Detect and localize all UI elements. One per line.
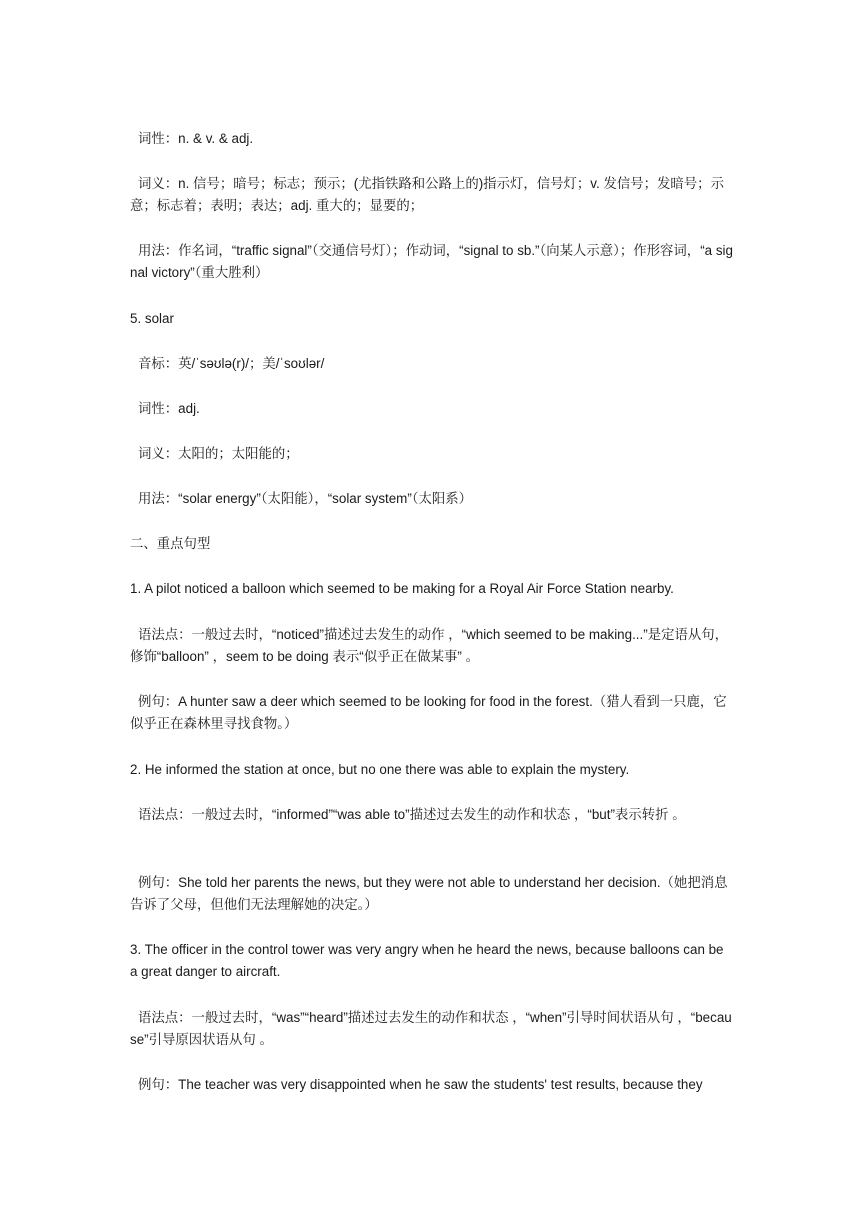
example-3: 例句：The teacher was very disappointed when he saw the students' test results, because they <box>138 1077 703 1092</box>
meaning-solar: 词义：太阳的；太阳能的； <box>138 446 299 461</box>
word-heading-solar: 5. solar <box>130 311 174 326</box>
usage-signal: 用法：作名词，“traffic signal”（交通信号灯）；作动词，“signal to sb.”（向某人示意）；作形容词，“a signal victory”（重大胜利） <box>130 243 733 280</box>
part-of-speech-signal: 词性：n. & v. & adj. <box>138 131 254 146</box>
sentence-2: 2. He informed the station at once, but no one there was able to explain the mystery. <box>130 762 630 777</box>
sentence-1: 1. A pilot noticed a balloon which seemed to be making for a Royal Air Force Station nearby. <box>130 581 674 596</box>
example-2: 例句：She told her parents the news, but they were not able to understand her decision.（她把消息告诉了父母，但他们无法理解她的决定。） <box>130 875 728 912</box>
phonetic-solar: 音标：英/ˈsəʊlə(r)/；美/ˈsoʊlər/ <box>138 356 325 371</box>
example-1: 例句：A hunter saw a deer which seemed to be looking for food in the forest.（猎人看到一只鹿，它似乎正在森林里寻找食物。） <box>130 694 727 731</box>
section-heading-key-sentences: 二、重点句型 <box>130 536 211 551</box>
grammar-note-2: 语法点：一般过去时，“informed”“was able to”描述过去发生的动作和状态 ，“but”表示转折 。 <box>138 807 686 822</box>
sentence-3: 3. The officer in the control tower was very angry when he heard the news, because balloons can be a great danger to aircraft. <box>130 942 724 979</box>
meaning-signal: 词义：n. 信号；暗号；标志；预示；(尤指铁路和公路上的)指示灯，信号灯；v. 发信号；发暗号；示意；标志着；表明；表达；adj. 重大的；显要的； <box>130 176 724 213</box>
part-of-speech-solar: 词性：adj. <box>138 401 200 416</box>
usage-solar: 用法：“solar energy”（太阳能），“solar system”（太阳系） <box>138 491 473 506</box>
grammar-note-1: 语法点：一般过去时，“noticed”描述过去发生的动作 ，“which seemed to be making...”是定语从句，修饰“balloon” ，seem to be doing 表示“似乎正在做某事” 。 <box>130 627 729 664</box>
grammar-note-3: 语法点：一般过去时，“was”“heard”描述过去发生的动作和状态 ，“when”引导时间状语从句 ，“because”引导原因状语从句 。 <box>130 1010 732 1047</box>
